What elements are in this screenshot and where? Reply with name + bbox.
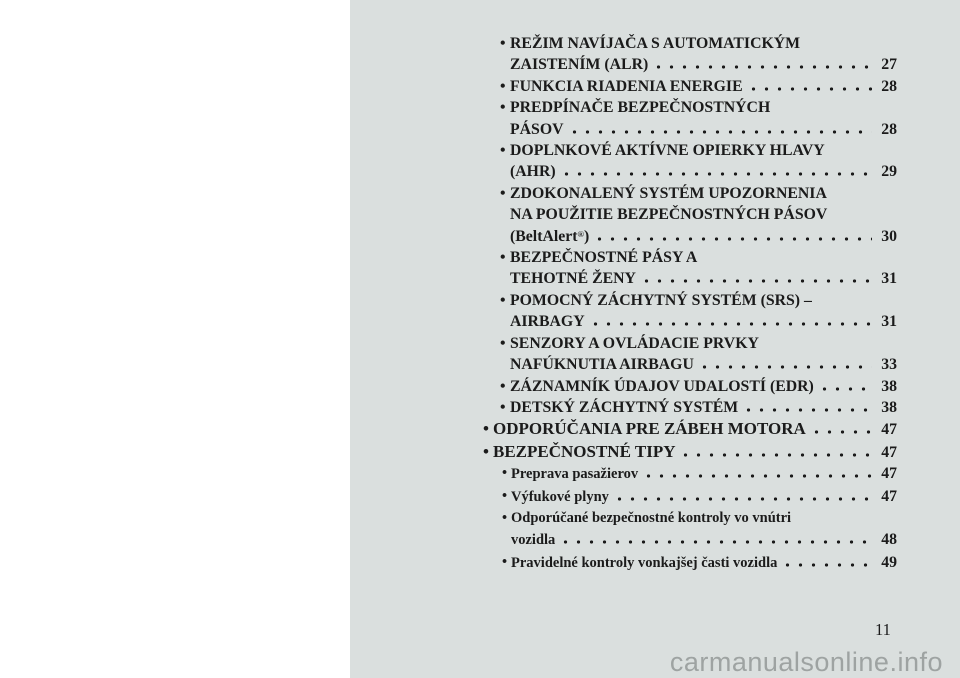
bullet-icon: • [500, 249, 506, 267]
toc-entry [350, 247, 897, 290]
toc-entry-title: NA POUŽITIE BEZPEČNOSTNÝCH PÁSOV [510, 206, 828, 224]
toc-entry-line [500, 204, 897, 225]
toc-entry [350, 333, 897, 376]
toc-entry-page: 47 [881, 421, 897, 439]
toc-entry-title: FUNKCIA RIADENIA ENERGIE [510, 77, 743, 95]
bullet-icon: • [500, 377, 506, 395]
toc-entry [350, 552, 897, 574]
toc-entry-page: 31 [881, 270, 897, 288]
toc-entry [350, 183, 897, 247]
dot-leader [785, 563, 872, 567]
toc-entry-page: 48 [881, 531, 897, 549]
dot-leader [751, 87, 873, 91]
toc-entry-title: PREDPÍNAČE BEZPEČNOSTNÝCH [510, 99, 771, 117]
dot-leader [572, 130, 873, 134]
toc-entry-page: 31 [881, 313, 897, 331]
toc-entry [350, 397, 897, 418]
toc-entry-page: 47 [881, 443, 897, 461]
toc-entry-line [500, 354, 897, 375]
page-left-margin [0, 0, 350, 678]
toc-entry-line [483, 418, 897, 440]
toc-entry-line [500, 268, 897, 289]
dot-leader [646, 474, 872, 478]
toc-entry-line [500, 226, 897, 247]
toc-entry-page: 28 [881, 120, 897, 138]
dot-leader [702, 365, 872, 369]
bullet-icon: • [502, 487, 508, 504]
bullet-icon: • [500, 398, 506, 416]
dot-leader [564, 172, 873, 176]
toc-entry [350, 97, 897, 140]
bullet-icon: • [500, 142, 506, 160]
dot-leader [644, 279, 872, 283]
toc-entry-title: ZDOKONALENÝ SYSTÉM UPOZORNENIA [510, 184, 827, 202]
toc-entry-title: SENZORY A OVLÁDACIE PRVKY [510, 334, 759, 352]
toc-entry-page: 30 [881, 227, 897, 245]
toc-entry-title: (BeltAlert®) [510, 227, 590, 245]
toc-entry-line [500, 140, 897, 161]
toc-entry [350, 290, 897, 333]
toc-entry [350, 486, 897, 508]
toc-entry-title: ZÁZNAMNÍK ÚDAJOV UDALOSTÍ (EDR) [510, 377, 814, 395]
toc-entry-line [500, 247, 897, 268]
toc-entry-title: POMOCNÝ ZÁCHYTNÝ SYSTÉM (SRS) – [510, 291, 812, 309]
toc-entry-line [502, 463, 897, 485]
toc-entry-title: vozidla [511, 532, 556, 549]
toc-entry [350, 463, 897, 485]
toc-entry-page: 38 [881, 398, 897, 416]
toc-entry [350, 418, 897, 440]
toc-entry-line [502, 508, 897, 529]
dot-leader [814, 430, 872, 434]
toc-entry-line [500, 76, 897, 97]
page-content-panel [350, 0, 960, 678]
bullet-icon: • [502, 509, 508, 526]
dot-leader [656, 65, 872, 69]
toc-entry-line [500, 33, 897, 54]
toc-entry-title: BEZPEČNOSTNÉ TIPY [493, 441, 676, 461]
bullet-icon: • [483, 441, 489, 461]
toc-entry-title: Výfukové plyny [511, 488, 609, 505]
toc-entry-page: 38 [881, 377, 897, 395]
toc-entry-line [483, 441, 897, 463]
toc-entry-page: 27 [881, 56, 897, 74]
dot-leader [617, 497, 872, 501]
page-number: 11 [875, 620, 891, 639]
toc-entry-line [500, 183, 897, 204]
toc-entry-title: ZAISTENÍM (ALR) [510, 56, 649, 74]
toc-entry [350, 33, 897, 76]
toc-entry-line [502, 529, 897, 551]
toc-entry-title: TEHOTNÉ ŽENY [510, 270, 636, 288]
table-of-contents [350, 0, 960, 574]
watermark: carmanualsonline.info [669, 647, 943, 677]
toc-entry-title: Odporúčané bezpečnostné kontroly vo vnútri [511, 509, 792, 526]
toc-entry-title: DETSKÝ ZÁCHYTNÝ SYSTÉM [510, 398, 739, 416]
toc-entry [350, 76, 897, 97]
toc-entry-line [500, 333, 897, 354]
toc-entry-page: 47 [881, 487, 897, 505]
toc-entry-title: REŽIM NAVÍJAČA S AUTOMATICKÝM [510, 35, 801, 52]
toc-entry [350, 140, 897, 183]
toc-entry-title: (AHR) [510, 163, 556, 181]
toc-entry-page: 29 [881, 163, 897, 181]
bullet-icon: • [500, 184, 506, 202]
toc-entry-line [500, 119, 897, 140]
toc-entry-line [500, 290, 897, 311]
toc-entry-page: 33 [881, 356, 897, 374]
dot-leader [822, 387, 872, 391]
toc-entry-title: Pravidelné kontroly vonkajšej časti vozidla [511, 554, 778, 571]
toc-entry [350, 508, 897, 552]
bullet-icon: • [500, 35, 506, 52]
toc-entry-line [502, 552, 897, 574]
toc-entry [350, 441, 897, 463]
bullet-icon: • [500, 334, 506, 352]
bullet-icon: • [483, 419, 489, 439]
toc-entry-title: ODPORÚČANIA PRE ZÁBEH MOTORA [493, 419, 806, 439]
toc-entry-title: AIRBAGY [510, 313, 585, 331]
toc-entry-line [502, 486, 897, 508]
toc-entry-page: 47 [881, 465, 897, 483]
dot-leader [683, 453, 872, 457]
toc-entry-title: PÁSOV [510, 120, 564, 138]
bullet-icon: • [502, 465, 508, 482]
toc-entry-page: 49 [881, 553, 897, 571]
toc-entry-line [500, 311, 897, 332]
bullet-icon: • [500, 291, 506, 309]
toc-entry [350, 376, 897, 397]
toc-entry-line [500, 161, 897, 182]
dot-leader [563, 540, 872, 544]
toc-entry-line [500, 397, 897, 418]
bullet-icon: • [502, 553, 508, 570]
bullet-icon: • [500, 77, 506, 95]
toc-entry-title: BEZPEČNOSTNÉ PÁSY A [510, 249, 698, 267]
dot-leader [593, 322, 873, 326]
toc-entry-page: 28 [881, 77, 897, 95]
toc-entry-line [500, 97, 897, 118]
toc-entry-line [500, 376, 897, 397]
dot-leader [597, 237, 872, 241]
toc-entry-title: NAFÚKNUTIA AIRBAGU [510, 356, 694, 374]
dot-leader [746, 408, 872, 412]
toc-entry-title: DOPLNKOVÉ AKTÍVNE OPIERKY HLAVY [510, 142, 825, 160]
toc-entry-line [500, 54, 897, 75]
bullet-icon: • [500, 99, 506, 117]
toc-entry-title: Preprava pasažierov [511, 466, 639, 483]
